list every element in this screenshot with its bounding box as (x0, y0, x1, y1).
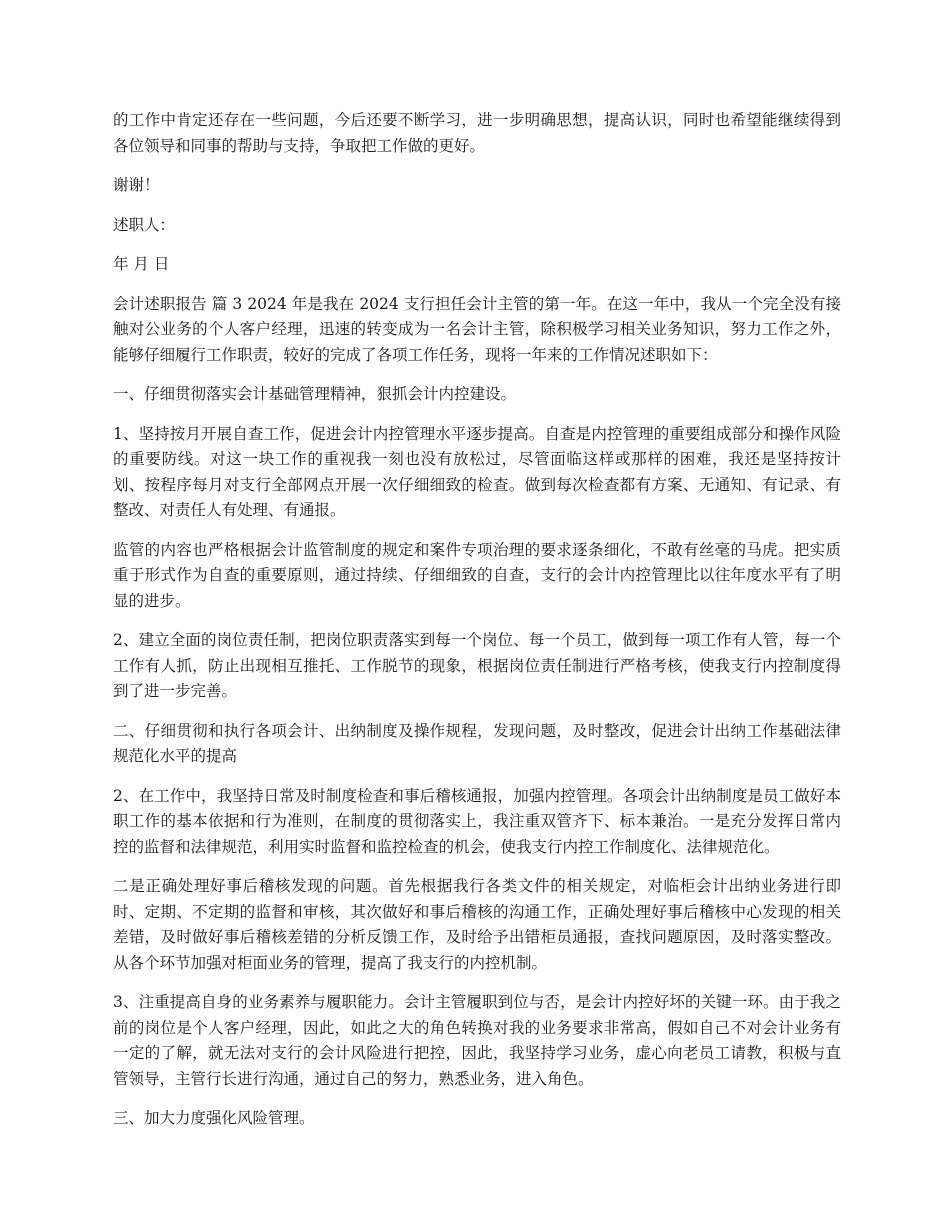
paragraph-self-inspection: 1、坚持按月开展自查工作，促进会计内控管理水平逐步提高。自查是内控管理的重要组成部分和操作风险的重要防线。对这一块工作的重视我一刻也没有放松过，尽管面临这样或那样的困难，我还是坚持按计划、按程序每月对支行全部网点开展一次仔细细致的检查。做到每次检查都有方案、无通知、有记录、有整改、对责任人有处理、有通报。 (113, 424, 841, 519)
paragraph-report-intro: 会计述职报告 篇 3 2024 年是我在 2024 支行担任会计主管的第一年。在这一年中，我从一个完全没有接触对公业务的个人客户经理，迅速的转变成为一名会计主管，除积极学习相关业务知识，努力工作之外，能够仔细履行工作职责，较好的完成了各项工作任务，现将一年来的工作情况述职如下： (113, 294, 841, 364)
section-heading-2: 二、仔细贯彻和执行各项会计、出纳制度及操作规程，发现问题，及时整改，促进会计出纳工作基础法律规范化水平的提高 (113, 721, 841, 765)
paragraph-supervision: 监管的内容也严格根据会计监管制度的规定和案件专项治理的要求逐条细化，不敢有丝毫的马虎。把实质重于形式作为自查的重要原则，通过持续、仔细细致的自查，支行的会计内控管理比以往年度水平有了明显的进步。 (113, 540, 841, 610)
section-heading-3: 三、加大力度强化风险管理。 (113, 1109, 315, 1127)
paragraph-audit-issues: 二是正确处理好事后稽核发现的问题。首先根据我行各类文件的相关规定，对临柜会计出纳业务进行即时、定期、不定期的监督和审核，其次做好和事后稽核的沟通工作，正确处理好事后稽核中心发现的相关差错，及时做好事后稽核差错的分析反馈工作，及时给予出错柜员通报，查找问题原因，及时落实整改。从各个环节加强对柜面业务的管理，提高了我支行的内控机制。 (113, 877, 841, 972)
paragraph-reporter: 述职人： (113, 215, 176, 234)
paragraph-thanks: 谢谢！ (113, 176, 160, 194)
paragraph-date: 年 月 日 (113, 255, 170, 273)
section-heading-1: 一、仔细贯彻落实会计基础管理精神，狠抓会计内控建设。 (113, 385, 517, 403)
document-page (113, 108, 841, 1146)
paragraph-responsibility: 2、建立全面的岗位责任制，把岗位职责落实到每一个岗位、每一个员工，做到每一项工作有人管，每一个工作有人抓，防止出现相互推托、工作脱节的现象，根据岗位责任制进行严格考核，使我支行内控制度得到了进一步完善。 (113, 631, 841, 700)
paragraph-closing-remarks: 的工作中肯定还存在一些问题，今后还要不断学习，进一步明确思想，提高认识，同时也希望能继续得到各位领导和同事的帮助与支持，争取把工作做的更好。 (113, 111, 841, 155)
paragraph-daily-inspection: 2、在工作中，我坚持日常及时制度检查和事后稽核通报，加强内控管理。各项会计出纳制度是员工做好本职工作的基本依据和行为准则，在制度的贯彻落实上，我注重双管齐下、标本兼治。一是充分发挥日常内控的监督和法律规范，利用实时监督和监控检查的机会，使我支行内控工作制度化、法律规范化。 (113, 786, 841, 856)
paragraph-self-improvement: 3、注重提高自身的业务素养与履职能力。会计主管履职到位与否，是会计内控好坏的关键一环。由于我之前的岗位是个人客户经理，因此，如此之大的角色转换对我的业务要求非常高，假如自己不对会计业务有一定的了解，就无法对支行的会计风险进行把控，因此，我坚持学习业务，虚心向老员工请教，积极与直管领导，主管行长进行沟通，通过自己的努力，熟悉业务，进入角色。 (113, 993, 841, 1088)
